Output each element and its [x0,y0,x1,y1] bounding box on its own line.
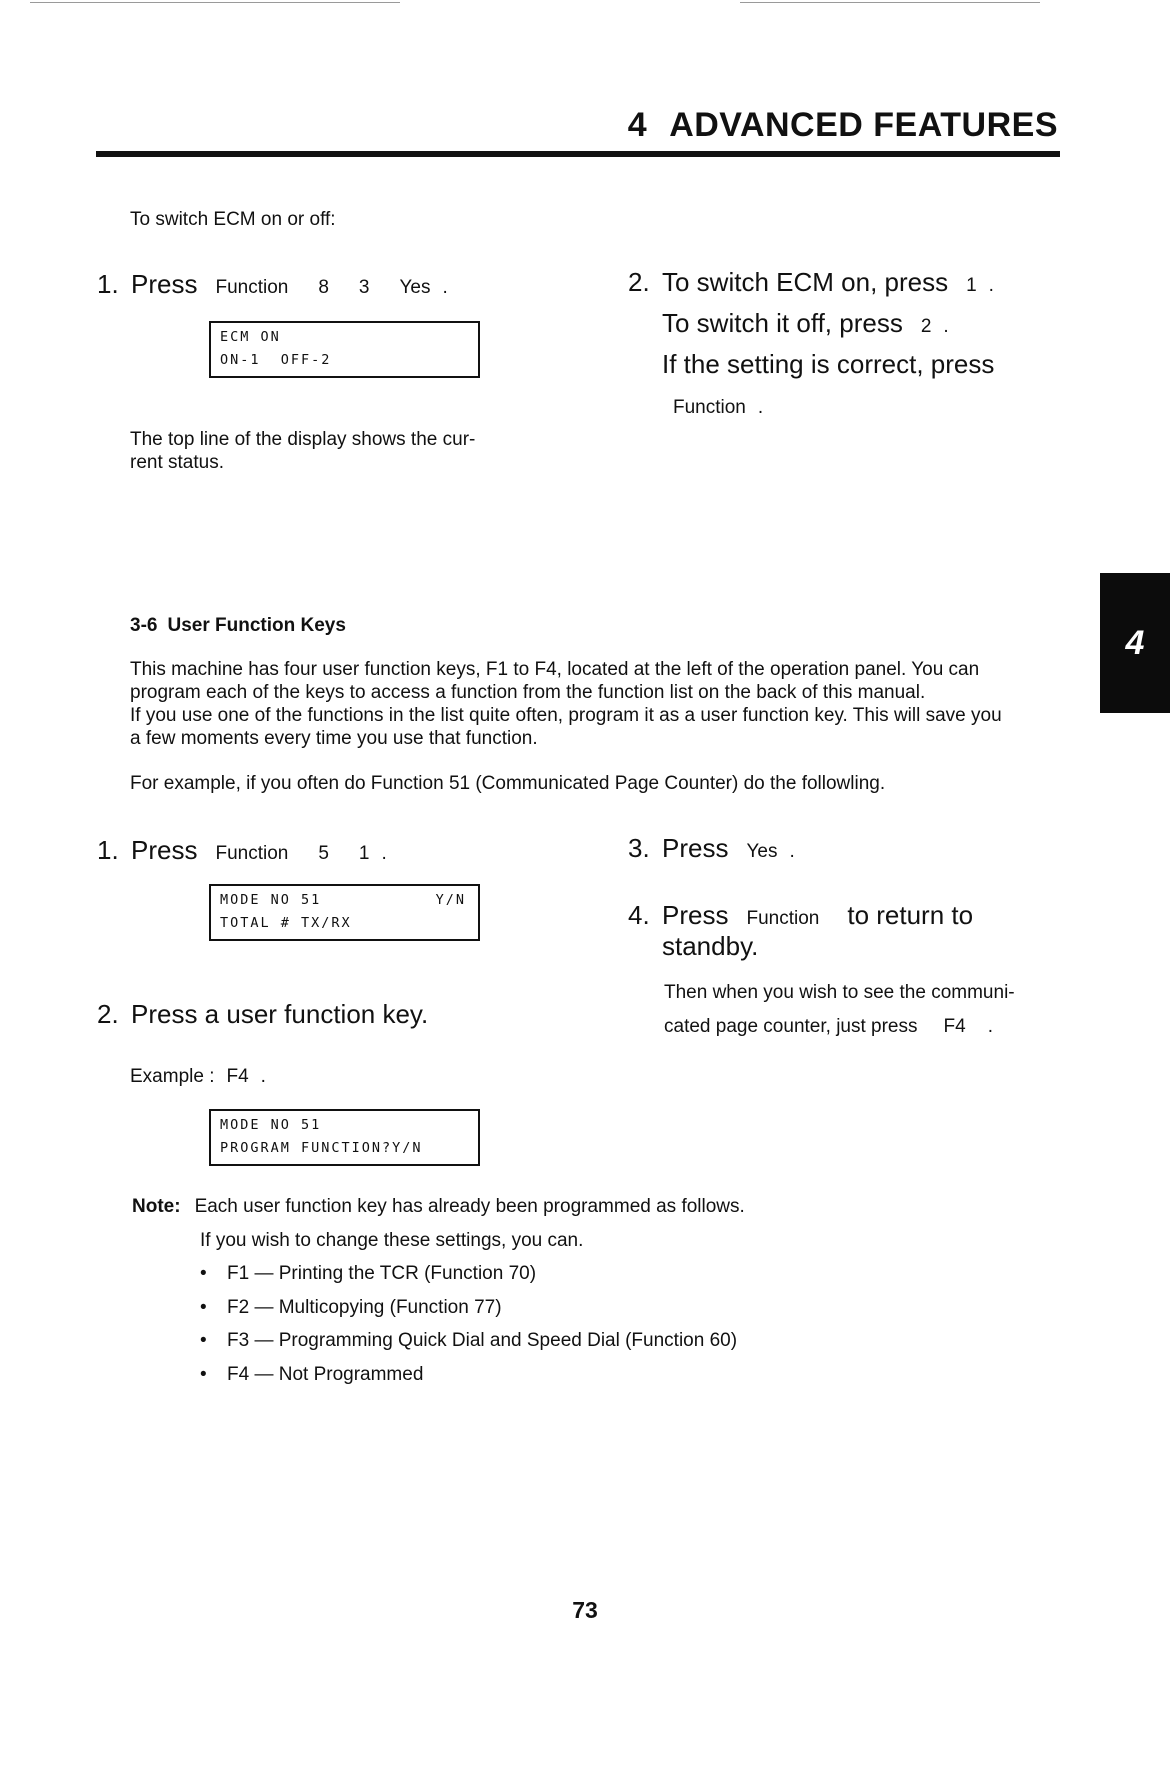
key-1: 1 [966,275,977,296]
page-number: 73 [572,1597,598,1623]
step-text: Press a user function key. [131,999,429,1029]
then-line-1: Then when you wish to see the communi- [664,982,1015,1003]
note-line-1: Each user function key has already been programmed as follows. [194,1196,745,1217]
lcd-line-1-right: Y/N [435,892,466,908]
ecm-step-1 [97,268,448,304]
status-note-line-1: The top line of the display shows the cur- [130,429,476,450]
ufk-step-3 [628,832,795,868]
then-line-2-text: cated page counter, just press [664,1016,918,1037]
lcd-line-1 [220,889,478,912]
step-end-period: . [442,277,448,298]
function-key: Function [215,277,289,298]
key-5: 5 [318,843,329,864]
step-label: Press [131,269,198,299]
list-item-text: F2 — Multicopying (Function 77) [227,1297,502,1318]
ecm-step-2-line-3: If the setting is correct, press [662,349,995,379]
list-item: • F4 — Not Programmed [200,1364,424,1385]
section-paragraph [130,658,1065,750]
key-3: 3 [358,277,370,298]
step-text: To switch it off, press [662,308,903,338]
step-number: 2. [628,267,650,297]
yes-key: Yes [746,841,778,862]
chapter-number: 4 [627,106,648,144]
lcd-line-1: MODE NO 51 [220,1117,322,1133]
chapter-title-text: ADVANCED FEATURES [669,106,1058,144]
yes-key: Yes [399,277,431,298]
lcd-display-program [209,1109,480,1166]
key-2: 2 [920,316,932,337]
lcd-line-1: ECM ON [220,329,281,345]
then-line-2 [664,1010,1015,1044]
list-item: • F1 — Printing the TCR (Function 70) [200,1263,537,1284]
step-label: Press [131,835,198,865]
note-label: Note: [132,1196,181,1217]
ecm-step-2-final [673,396,763,419]
paragraph-line: a few moments every time you use that function. [130,728,538,749]
step-end-period: . [789,841,795,862]
step-end-period: . [757,397,764,418]
key-8: 8 [318,277,329,298]
step-number: 1. [97,835,119,865]
list-item-text: F1 — Printing the TCR (Function 70) [227,1263,537,1284]
lcd-display-ecm [209,321,480,378]
step-number: 2. [97,999,119,1029]
header-rule [96,151,1060,157]
lcd-display-mode-51 [209,884,480,941]
key-1: 1 [358,843,370,864]
lcd-line-2: TOTAL # TX/RX [220,915,352,931]
list-item: • F3 — Programming Quick Dial and Speed Dial (Function 60) [200,1330,738,1351]
step-end-period: . [381,843,387,864]
lcd-line-1-text: MODE NO 51 [220,892,322,908]
list-item-text: F4 — Not Programmed [227,1364,424,1385]
example-line [130,1065,266,1088]
ufk-step-4-line-2: standby. [662,931,759,961]
f4-key: F4 [226,1066,249,1087]
chapter-tab-label: 4 [1125,623,1145,662]
lcd-line-2: PROGRAM FUNCTION?Y/N [220,1140,423,1156]
ufk-step-2 [97,998,428,1030]
section-heading [130,615,346,637]
scan-artifact-line [740,2,1040,3]
example-paragraph: For example, if you often do Function 51 (Communicated Page Counter) do the followling. [130,773,886,794]
function-key: Function [746,908,820,929]
step-number: 4. [628,900,650,930]
lcd-line-2: ON-1 OFF-2 [220,352,332,368]
list-item: • F2 — Multicopying (Function 77) [200,1297,502,1318]
note-line-2: If you wish to change these settings, you can. [200,1230,584,1251]
step-number: 1. [97,269,119,299]
paragraph-line: program each of the keys to access a function from the function list on the back of this manual. [130,682,926,703]
example-label: Example : [130,1066,215,1087]
ecm-intro: To switch ECM on or off: [130,209,336,230]
step-end-period: . [987,1016,993,1037]
then-paragraph [664,976,1015,1044]
step-text: To switch ECM on, press [662,267,949,297]
step-end-period: . [260,1066,266,1087]
note [132,1195,745,1218]
step-label: Press [662,900,729,930]
ecm-step-2-line-2: To switch it off, press 2 . [662,307,949,343]
ecm-step-2: 2. To switch ECM on, press 1 . [628,266,994,302]
step-text: to return to [847,900,974,930]
chapter-title [628,106,1058,145]
step-number: 3. [628,833,650,863]
list-item-text: F3 — Programming Quick Dial and Speed Dial (Function 60) [227,1330,738,1351]
status-note-line-2: rent status. [130,452,224,473]
paragraph-line: If you use one of the functions in the list quite often, program it as a user function key. This will save you [130,705,1002,726]
ufk-step-1 [97,834,387,870]
function-key: Function [673,397,746,418]
scan-artifact-line [30,2,400,3]
paragraph-line: This machine has four user function keys, F1 to F4, located at the left of the operation panel. You can [130,659,980,680]
step-label: Press [662,833,729,863]
chapter-tab [1100,573,1170,713]
status-note [130,428,475,474]
f4-key: F4 [943,1016,966,1037]
section-code: 3-6 [130,615,158,636]
function-key: Function [215,843,289,864]
section-title: User Function Keys [167,615,346,636]
